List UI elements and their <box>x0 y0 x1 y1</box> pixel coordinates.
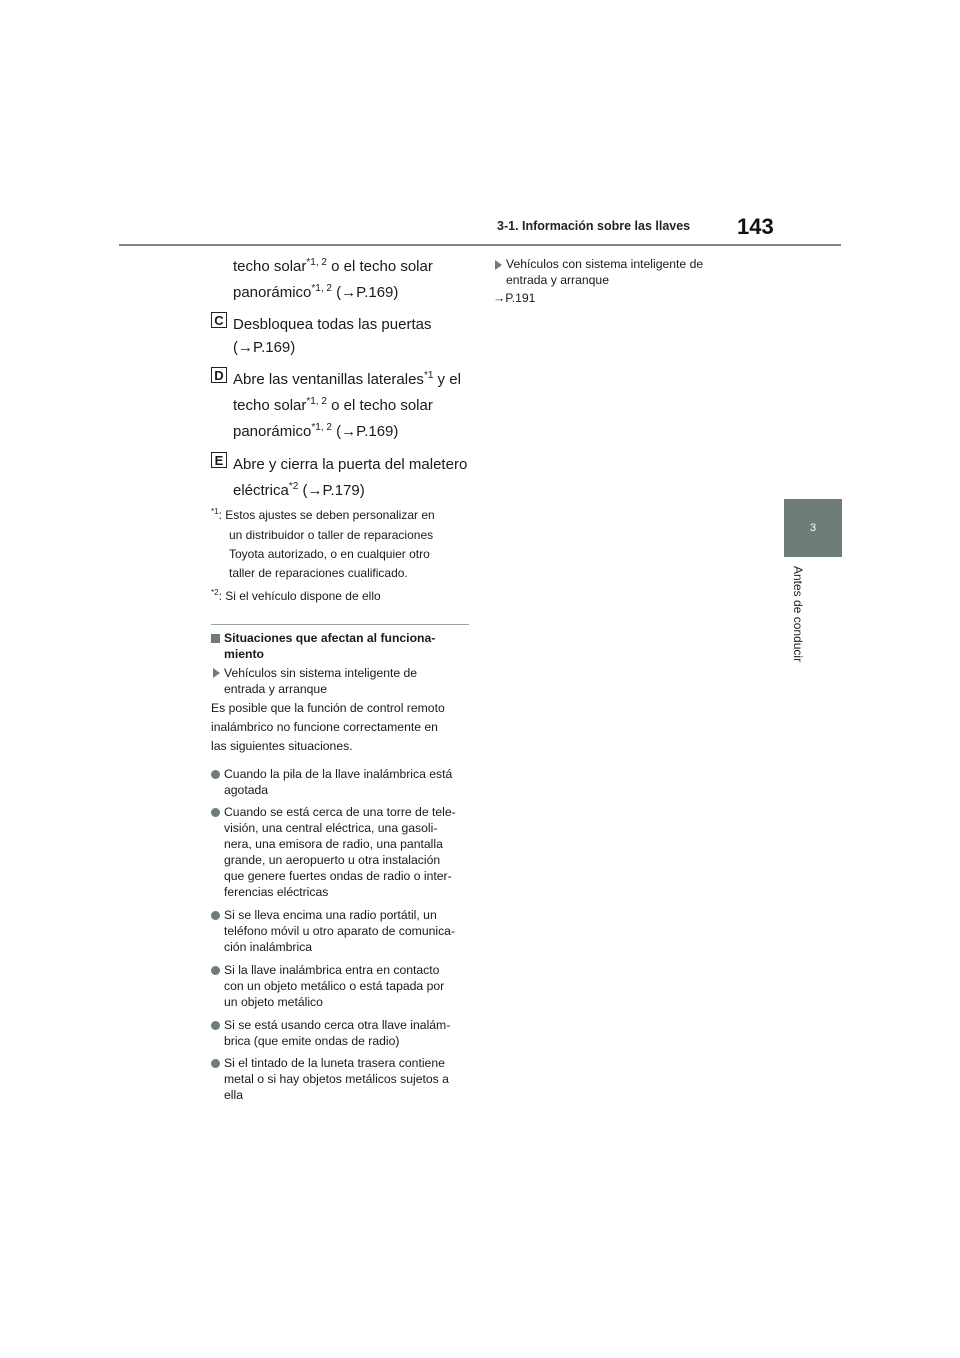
bullet-dot-icon <box>211 1059 220 1068</box>
chapter-tab[interactable] <box>784 499 842 557</box>
item-b-line1: techo solar$^{*1, 2}$ o el techo solar <box>233 257 433 275</box>
square-bullet-icon <box>211 634 220 643</box>
bullet-2-line2: visión, una central eléctrica, una gasoli- <box>224 821 438 835</box>
triangle-bullet-icon <box>213 668 220 678</box>
item-c-line1: Desbloquea todas las puertas <box>233 316 432 333</box>
bullet-2-line4: grande, un aeropuerto u otra instalación <box>224 853 441 867</box>
footnote-1-line2: un distribuidor o taller de reparaciones <box>229 528 434 542</box>
paragraph-line1: Es posible que la función de control remoto <box>211 701 445 715</box>
subheading-1-line2: entrada y arranque <box>224 682 327 696</box>
chapter-number: 3 <box>809 522 817 534</box>
item-e-line1: Abre y cierra la puerta del maletero <box>233 456 468 473</box>
bullet-6-line1: Si el tintado de la luneta trasera contiene <box>224 1056 445 1070</box>
item-e-line2: eléctrica$^{*2}$ (→P.179) <box>233 481 365 499</box>
footnote-1-line4: taller de reparaciones cualificado. <box>229 566 408 580</box>
callout-c: C <box>211 312 227 328</box>
chapter-label: Antes de conducir <box>791 566 805 663</box>
page-reference-link[interactable]: →P.191 <box>493 291 536 305</box>
paragraph-line2: inalámbrico no funcione correctamente en <box>211 720 438 734</box>
bullet-dot-icon <box>211 808 220 817</box>
section-heading-line1: Situaciones que afectan al funciona- <box>224 631 436 645</box>
bullet-2-line5: que genere fuertes ondas de radio o inter- <box>224 869 452 883</box>
bullet-3-line3: ción inalámbrica <box>224 940 313 954</box>
bullet-2-line1: Cuando se está cerca de una torre de tele- <box>224 805 456 819</box>
item-c-line2: (→P.169) <box>233 339 296 356</box>
bullet-1-line1: Cuando la pila de la llave inalámbrica está <box>224 767 453 781</box>
footnote-2: $^{*2}$: Si el vehículo dispone de ello <box>211 588 381 603</box>
header-rule <box>119 244 841 246</box>
bullet-5-line1: Si se está usando cerca otra llave inalám- <box>224 1018 451 1032</box>
footnote-1-line1: $^{*1}$: Estos ajustes se deben personalizar en <box>211 507 435 522</box>
section-separator <box>211 624 469 625</box>
bullet-dot-icon <box>211 770 220 779</box>
page-number: 143 <box>737 214 774 239</box>
callout-d: D <box>211 367 227 383</box>
paragraph-line3: las siguientes situaciones. <box>211 739 353 753</box>
bullet-4-line1: Si la llave inalámbrica entra en contacto <box>224 963 440 977</box>
subheading-2-line2: entrada y arranque <box>506 273 609 287</box>
bullet-dot-icon <box>211 1021 220 1030</box>
callout-e: E <box>211 452 227 468</box>
subheading-2-line1: Vehículos con sistema inteligente de <box>506 257 704 271</box>
triangle-bullet-icon <box>495 260 502 270</box>
bullet-4-line3: un objeto metálico <box>224 995 323 1009</box>
bullet-5-line2: brica (que emite ondas de radio) <box>224 1034 400 1048</box>
section-heading-line2: miento <box>224 647 264 661</box>
section-title: 3-1. Información sobre las llaves <box>497 219 691 233</box>
bullet-2-line3: nera, una emisora de radio, una pantalla <box>224 837 443 851</box>
item-d-line2: techo solar$^{*1, 2}$ o el techo solar <box>233 396 433 414</box>
bullet-3-line1: Si se lleva encima una radio portátil, un <box>224 908 437 922</box>
item-d-line1: Abre las ventanillas laterales$^{*1}$ y el <box>233 370 461 388</box>
bullet-3-line2: teléfono móvil u otro aparato de comunica- <box>224 924 456 938</box>
bullet-dot-icon <box>211 911 220 920</box>
subheading-1-line1: Vehículos sin sistema inteligente de <box>224 666 418 680</box>
item-b-line2: panorámico$^{*1, 2}$ (→P.169) <box>233 283 399 301</box>
bullet-6-line2: metal o si hay objetos metálicos sujetos a <box>224 1072 449 1086</box>
bullet-4-line2: con un objeto metálico o está tapada por <box>224 979 445 993</box>
bullet-2-line6: ferencias eléctricas <box>224 885 329 899</box>
item-d-line3: panorámico$^{*1, 2}$ (→P.169) <box>233 422 399 440</box>
footnote-1-line3: Toyota autorizado, o en cualquier otro <box>229 547 430 561</box>
bullet-6-line3: ella <box>224 1088 243 1102</box>
bullet-dot-icon <box>211 966 220 975</box>
bullet-1-line2: agotada <box>224 783 269 797</box>
